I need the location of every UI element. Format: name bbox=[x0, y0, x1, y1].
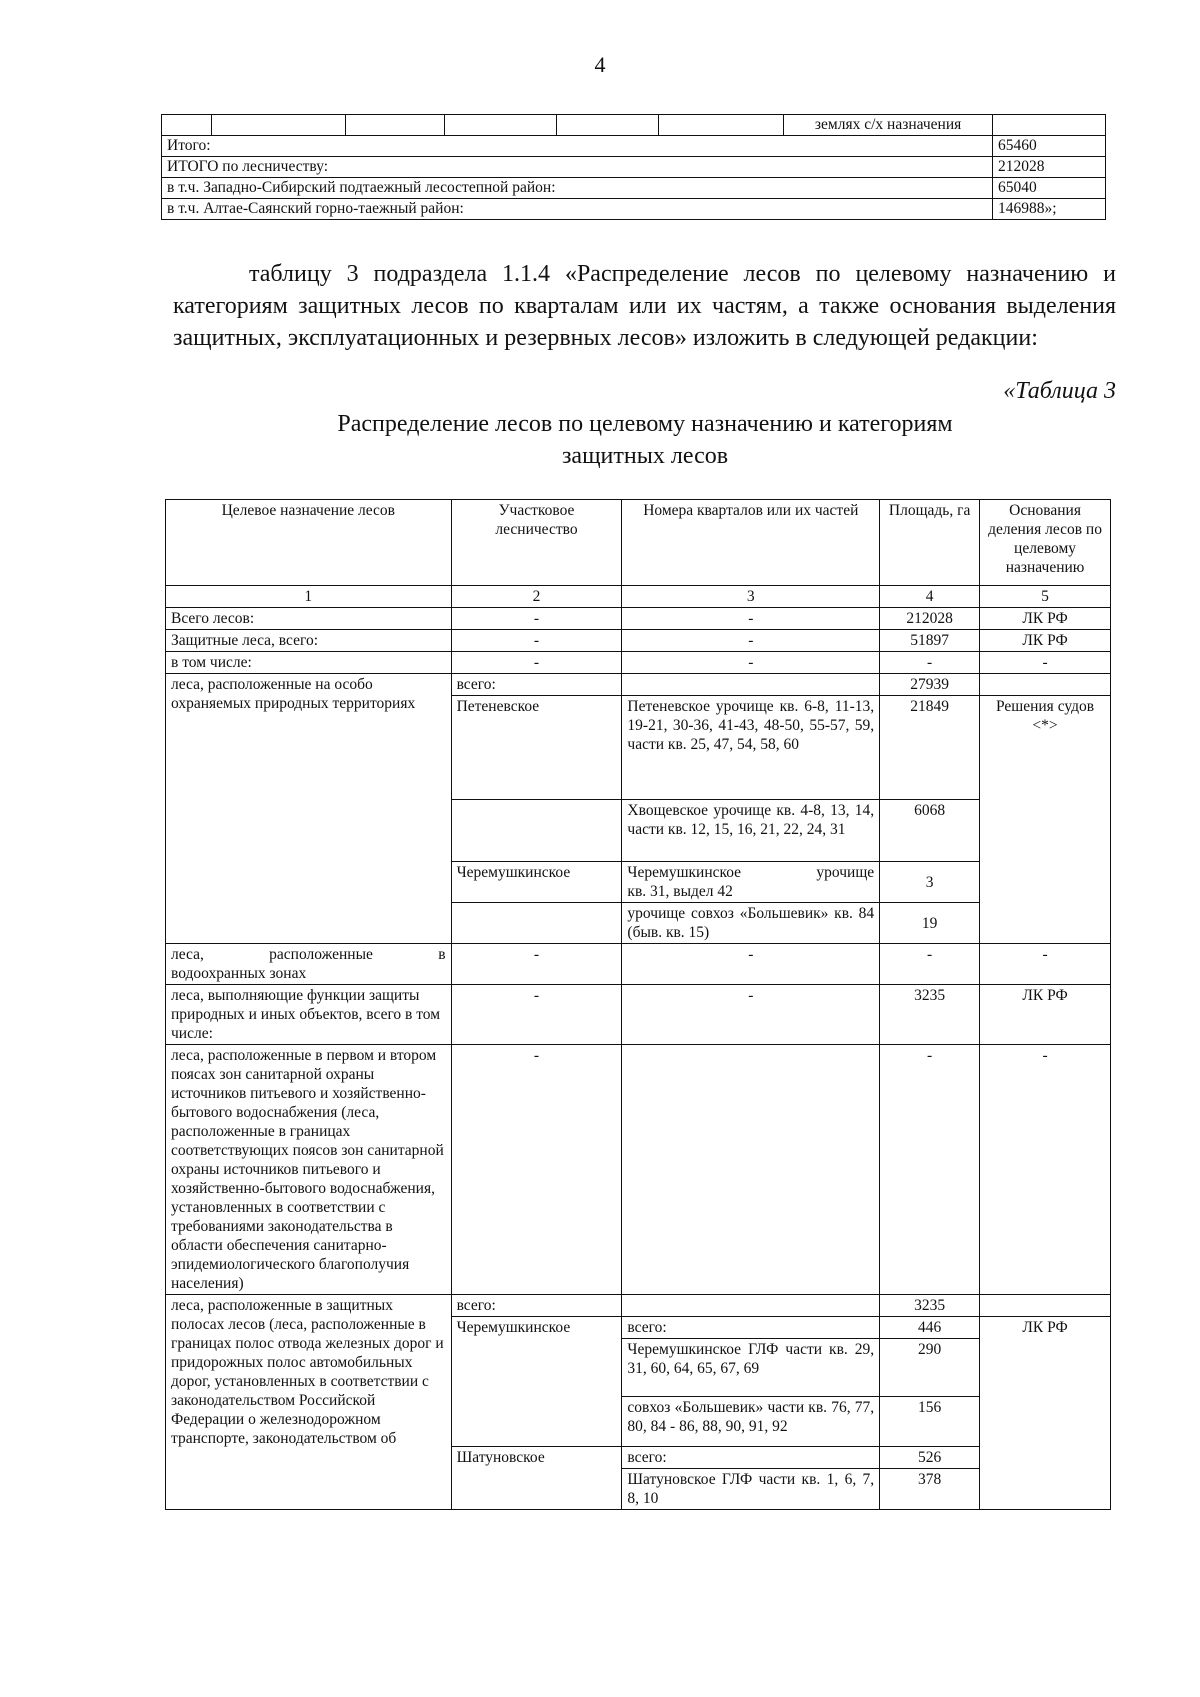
table-row bbox=[166, 985, 1111, 1045]
dash-cell: - bbox=[880, 652, 980, 674]
dash-cell: - bbox=[980, 652, 1111, 674]
table-row bbox=[166, 608, 1111, 630]
district-total: всего: bbox=[622, 1447, 880, 1469]
top-table bbox=[161, 114, 1106, 220]
header-basis: Основания деления лесов по целевому назначению bbox=[980, 500, 1111, 586]
area-cell: 51897 bbox=[880, 630, 980, 652]
quarters-cell: Черемушкинское урочище кв. 31, выдел 42 bbox=[622, 862, 880, 903]
row-value: 65040 bbox=[993, 178, 1106, 199]
basis-cell: ЛК РФ bbox=[980, 630, 1111, 652]
header-district: Участковое лесничество bbox=[451, 500, 622, 586]
row-value: 146988»; bbox=[993, 199, 1106, 220]
col-number: 1 bbox=[166, 586, 452, 608]
row-label: ИТОГО по лесничеству: bbox=[162, 157, 993, 178]
dash-cell: - bbox=[880, 944, 980, 985]
district-total: всего: bbox=[622, 1317, 880, 1339]
row-value: 65460 bbox=[993, 136, 1106, 157]
table-caption-line2: защитных лесов bbox=[561, 443, 729, 469]
district-cell: Петеневское bbox=[451, 696, 622, 800]
dash-cell: - bbox=[451, 985, 622, 1045]
row-label: леса, расположенные в защитных полосах лесов (леса, расположенные в границах полос отвода железных дорог и придорожных полос автомобильных дорог, установленных в соответствии с законодательством Российской Федерации о железнодорожном транспорте, законодательством об bbox=[166, 1295, 452, 1510]
row-label: в т.ч. Алтае-Саянский горно-таежный район: bbox=[162, 199, 993, 220]
district-total: всего: bbox=[451, 1295, 622, 1317]
table-row bbox=[166, 1045, 1111, 1295]
area-cell: 212028 bbox=[880, 608, 980, 630]
table-row bbox=[162, 115, 1106, 136]
table-caption-line1: Распределение лесов по целевому назначению и категориям bbox=[337, 411, 953, 437]
row-label: Защитные леса, всего: bbox=[166, 630, 452, 652]
main-table bbox=[165, 499, 1111, 1510]
area-cell: 290 bbox=[880, 1339, 980, 1397]
dash-cell: - bbox=[880, 1045, 980, 1295]
area-cell: 6068 bbox=[880, 800, 980, 862]
row-label: Всего лесов: bbox=[166, 608, 452, 630]
row-label: Итого: bbox=[162, 136, 993, 157]
area-cell: 27939 bbox=[880, 674, 980, 696]
quarters-cell: урочище совхоз «Большевик» кв. 84 (быв. кв. 15) bbox=[622, 903, 880, 944]
table-row bbox=[162, 136, 1106, 157]
area-cell: 446 bbox=[880, 1317, 980, 1339]
header-area: Площадь, га bbox=[880, 500, 980, 586]
district-total: всего: bbox=[451, 674, 622, 696]
col-number: 2 bbox=[451, 586, 622, 608]
area-cell: 378 bbox=[880, 1469, 980, 1510]
basis-cell: Решения судов <*> bbox=[980, 696, 1111, 944]
district-cell: Черемушкинское bbox=[451, 862, 622, 903]
table-row bbox=[166, 944, 1111, 985]
column-number-row bbox=[166, 586, 1111, 608]
col-number: 5 bbox=[980, 586, 1111, 608]
dash-cell: - bbox=[980, 944, 1111, 985]
dash-cell: - bbox=[622, 608, 880, 630]
area-cell: 19 bbox=[880, 903, 980, 944]
table-row bbox=[162, 199, 1106, 220]
cont-cell: землях с/х назначения bbox=[784, 115, 993, 136]
row-label: в том числе: bbox=[166, 652, 452, 674]
row-value: 212028 bbox=[993, 157, 1106, 178]
header-row bbox=[166, 500, 1111, 586]
row-label: леса, расположенные в водоохранных зонах bbox=[166, 944, 452, 985]
area-cell: 3235 bbox=[880, 985, 980, 1045]
area-cell: 3235 bbox=[880, 1295, 980, 1317]
dash-cell: - bbox=[622, 944, 880, 985]
row-label: леса, выполняющие функции защиты природных и иных объектов, всего в том числе: bbox=[166, 985, 452, 1045]
quarters-cell: Черемушкинское ГЛФ части кв. 29, 31, 60, 64, 65, 67, 69 bbox=[622, 1339, 880, 1397]
district-cell: Шатуновское bbox=[451, 1447, 622, 1510]
dash-cell: - bbox=[451, 652, 622, 674]
quarters-cell: Хвощевское урочище кв. 4-8, 13, 14, части кв. 12, 15, 16, 21, 22, 24, 31 bbox=[622, 800, 880, 862]
dash-cell: - bbox=[622, 630, 880, 652]
dash-cell: - bbox=[622, 652, 880, 674]
col-number: 3 bbox=[622, 586, 880, 608]
dash-cell: - bbox=[451, 944, 622, 985]
header-quarters: Номера кварталов или их частей bbox=[622, 500, 880, 586]
table-tag: «Таблица 3 bbox=[1003, 378, 1116, 404]
quarters-cell: Шатуновское ГЛФ части кв. 1, 6, 7, 8, 10 bbox=[622, 1469, 880, 1510]
row-label: в т.ч. Западно-Сибирский подтаежный лесостепной район: bbox=[162, 178, 993, 199]
row-label: леса, расположенные в первом и втором поясах зон санитарной охраны источников питьевого и хозяйственно-бытового водоснабжения (леса, расположенные в границах соответствующих поясов зон санитарной охраны источников питьевого и хозяйственно-бытового водоснабжения, установленных в соответствии с требованиями законодательства в области обеспечения санитарно-эпидемиологического благополучия населения) bbox=[166, 1045, 452, 1295]
body-paragraph bbox=[173, 258, 1116, 354]
table-row bbox=[166, 652, 1111, 674]
dash-cell: - bbox=[451, 630, 622, 652]
table-row bbox=[162, 157, 1106, 178]
area-cell: 526 bbox=[880, 1447, 980, 1469]
dash-cell: - bbox=[451, 608, 622, 630]
table-row bbox=[166, 1295, 1111, 1317]
page-number: 4 bbox=[594, 52, 606, 77]
area-cell: 3 bbox=[880, 862, 980, 903]
basis-cell: ЛК РФ bbox=[980, 1317, 1111, 1510]
row-label: леса, расположенные на особо охраняемых природных территориях bbox=[166, 674, 452, 944]
table-row bbox=[166, 630, 1111, 652]
basis-cell: ЛК РФ bbox=[980, 608, 1111, 630]
area-cell: 156 bbox=[880, 1397, 980, 1447]
paragraph-text: таблицу 3 подраздела 1.1.4 «Распределение лесов по целевому назначению и категориям защитных лесов по кварталам или их частям, а также основания выделения защитных, эксплуатационных и резервных лесов» изложить в следующей редакции: bbox=[173, 261, 1116, 351]
table-row bbox=[166, 674, 1111, 696]
dash-cell: - bbox=[980, 1045, 1111, 1295]
dash-cell: - bbox=[451, 1045, 622, 1295]
dash-cell: - bbox=[622, 985, 880, 1045]
header-purpose: Целевое назначение лесов bbox=[166, 500, 452, 586]
area-cell: 21849 bbox=[880, 696, 980, 800]
table-row bbox=[162, 178, 1106, 199]
basis-cell: ЛК РФ bbox=[980, 985, 1111, 1045]
quarters-cell: Петеневское урочище кв. 6-8, 11-13, 19-21, 30-36, 41-43, 48-50, 55-57, 59, части кв. 25, 47, 54, 58, 60 bbox=[622, 696, 880, 800]
quarters-cell: совхоз «Большевик» части кв. 76, 77, 80, 84 - 86, 88, 90, 91, 92 bbox=[622, 1397, 880, 1447]
district-cell: Черемушкинское bbox=[451, 1317, 622, 1447]
col-number: 4 bbox=[880, 586, 980, 608]
